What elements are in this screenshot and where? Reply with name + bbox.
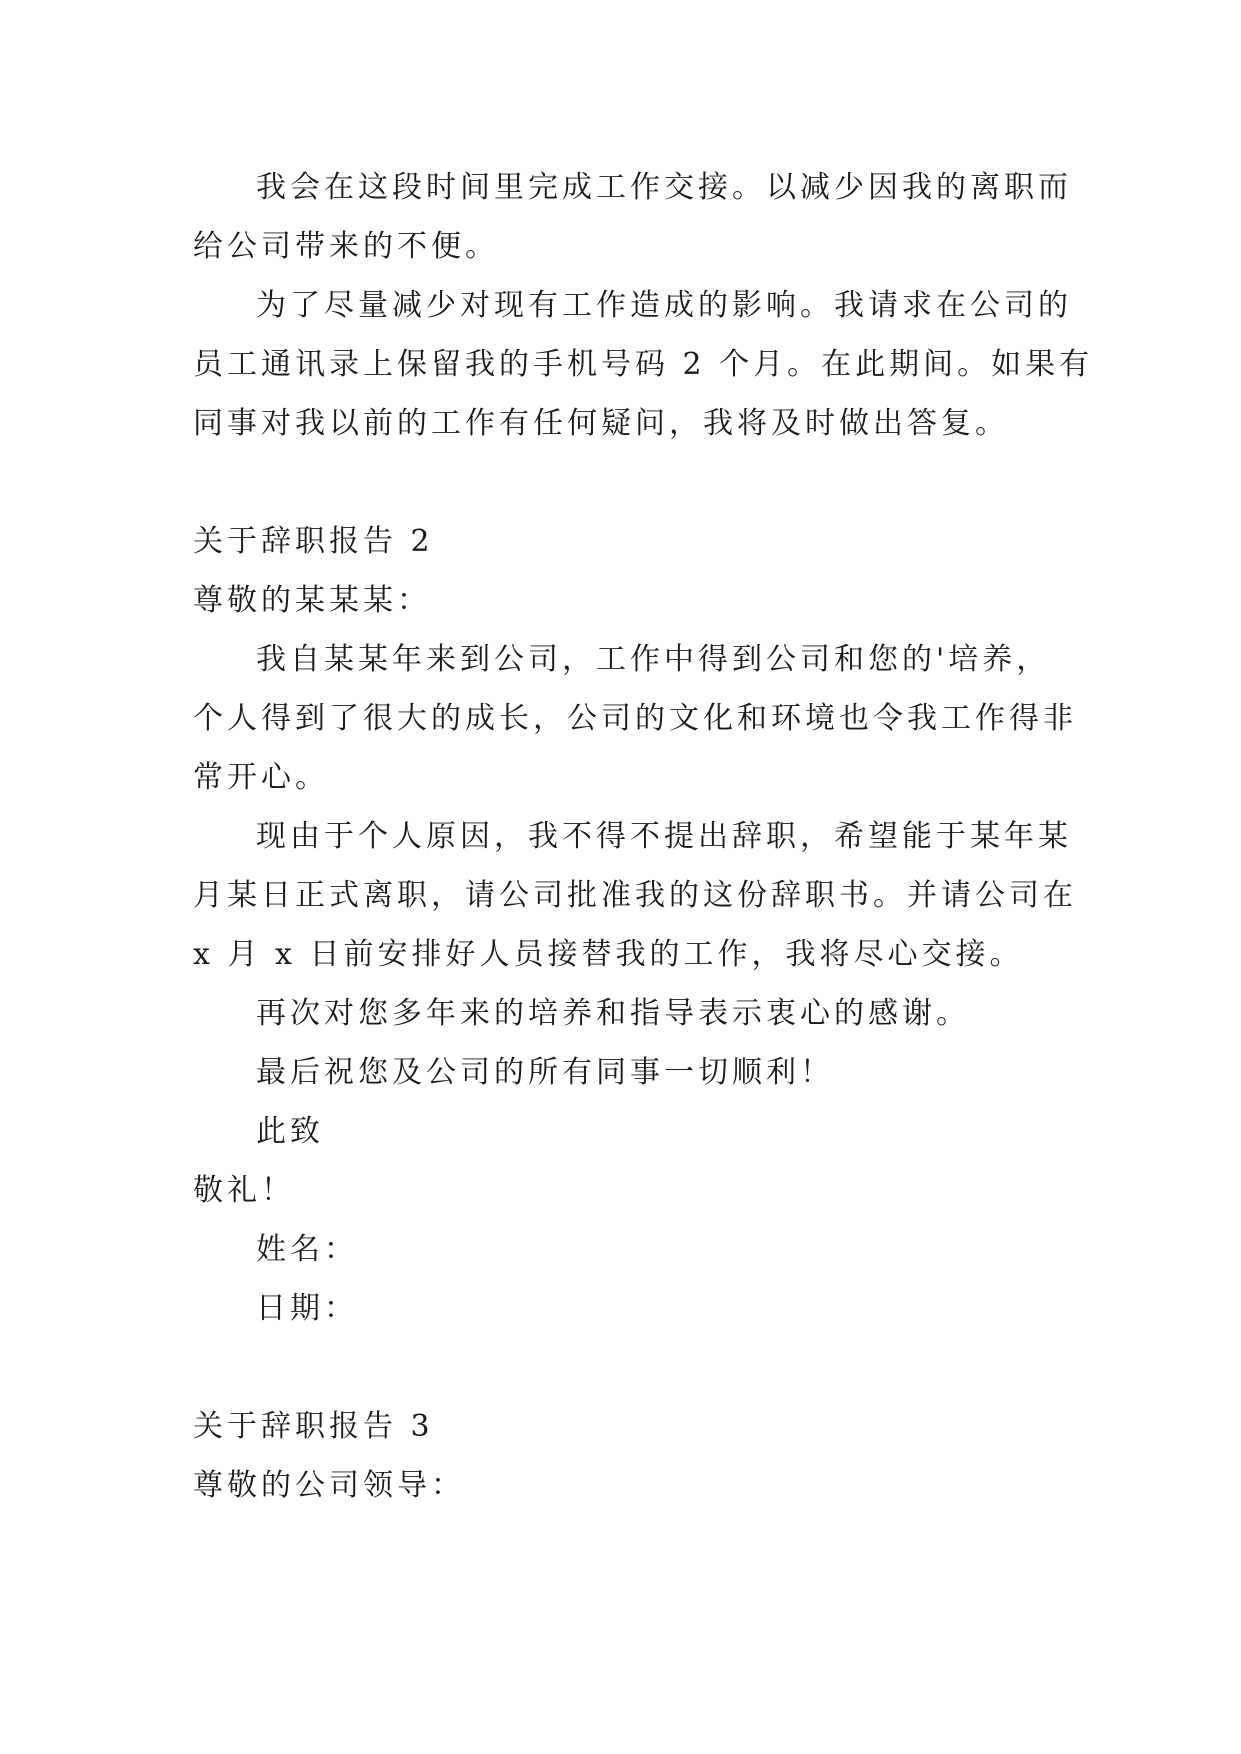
- s2-paragraph-1-line-3: 常开心。: [193, 760, 329, 795]
- s1-paragraph-1-line-2: 给公司带来的不便。: [193, 229, 499, 264]
- s2-paragraph-1-line-2: 个人得到了很大的成长，公司的文化和环境也令我工作得非: [193, 701, 1077, 736]
- s2-date-label: 日期：: [256, 1291, 358, 1326]
- s2-paragraph-2-line-2: 月某日正式离职，请公司批准我的这份辞职书。并请公司在: [193, 878, 1077, 913]
- s1-paragraph-2-line-3: 同事对我以前的工作有任何疑问，我将及时做出答复。: [193, 406, 1009, 441]
- section-2-title: 关于辞职报告 2: [193, 524, 434, 559]
- section-3-salutation: 尊敬的公司领导：: [193, 1468, 465, 1503]
- section-gap: [193, 1338, 1053, 1397]
- s1-paragraph-1-line-1: 我会在这段时间里完成工作交接。以减少因我的离职而: [256, 170, 1072, 205]
- s1-paragraph-2-line-2: 员工通讯录上保留我的手机号码 2 个月。在此期间。如果有: [193, 347, 1094, 382]
- s2-closing-jingli: 敬礼！: [193, 1173, 295, 1208]
- s2-paragraph-4: 最后祝您及公司的所有同事一切顺利！: [256, 1055, 834, 1090]
- section-2-salutation: 尊敬的某某某：: [193, 583, 431, 618]
- s2-paragraph-2-line-1: 现由于个人原因，我不得不提出辞职，希望能于某年某: [256, 819, 1072, 854]
- s2-name-label: 姓名：: [256, 1232, 358, 1267]
- document-page: [193, 158, 1094, 1515]
- s2-paragraph-2-line-3: x 月 x 日前安排好人员接替我的工作，我将尽心交接。: [193, 937, 1024, 972]
- section-3-title: 关于辞职报告 3: [193, 1409, 434, 1444]
- s2-paragraph-3: 再次对您多年来的培养和指导表示衷心的感谢。: [256, 996, 970, 1031]
- s1-paragraph-2-line-1: 为了尽量减少对现有工作造成的影响。我请求在公司的: [256, 288, 1072, 323]
- section-gap: [193, 453, 1053, 512]
- s2-paragraph-1-line-1: 我自某某年来到公司，工作中得到公司和您的'培养，: [256, 642, 1051, 677]
- s2-closing-cizhi: 此致: [256, 1114, 324, 1149]
